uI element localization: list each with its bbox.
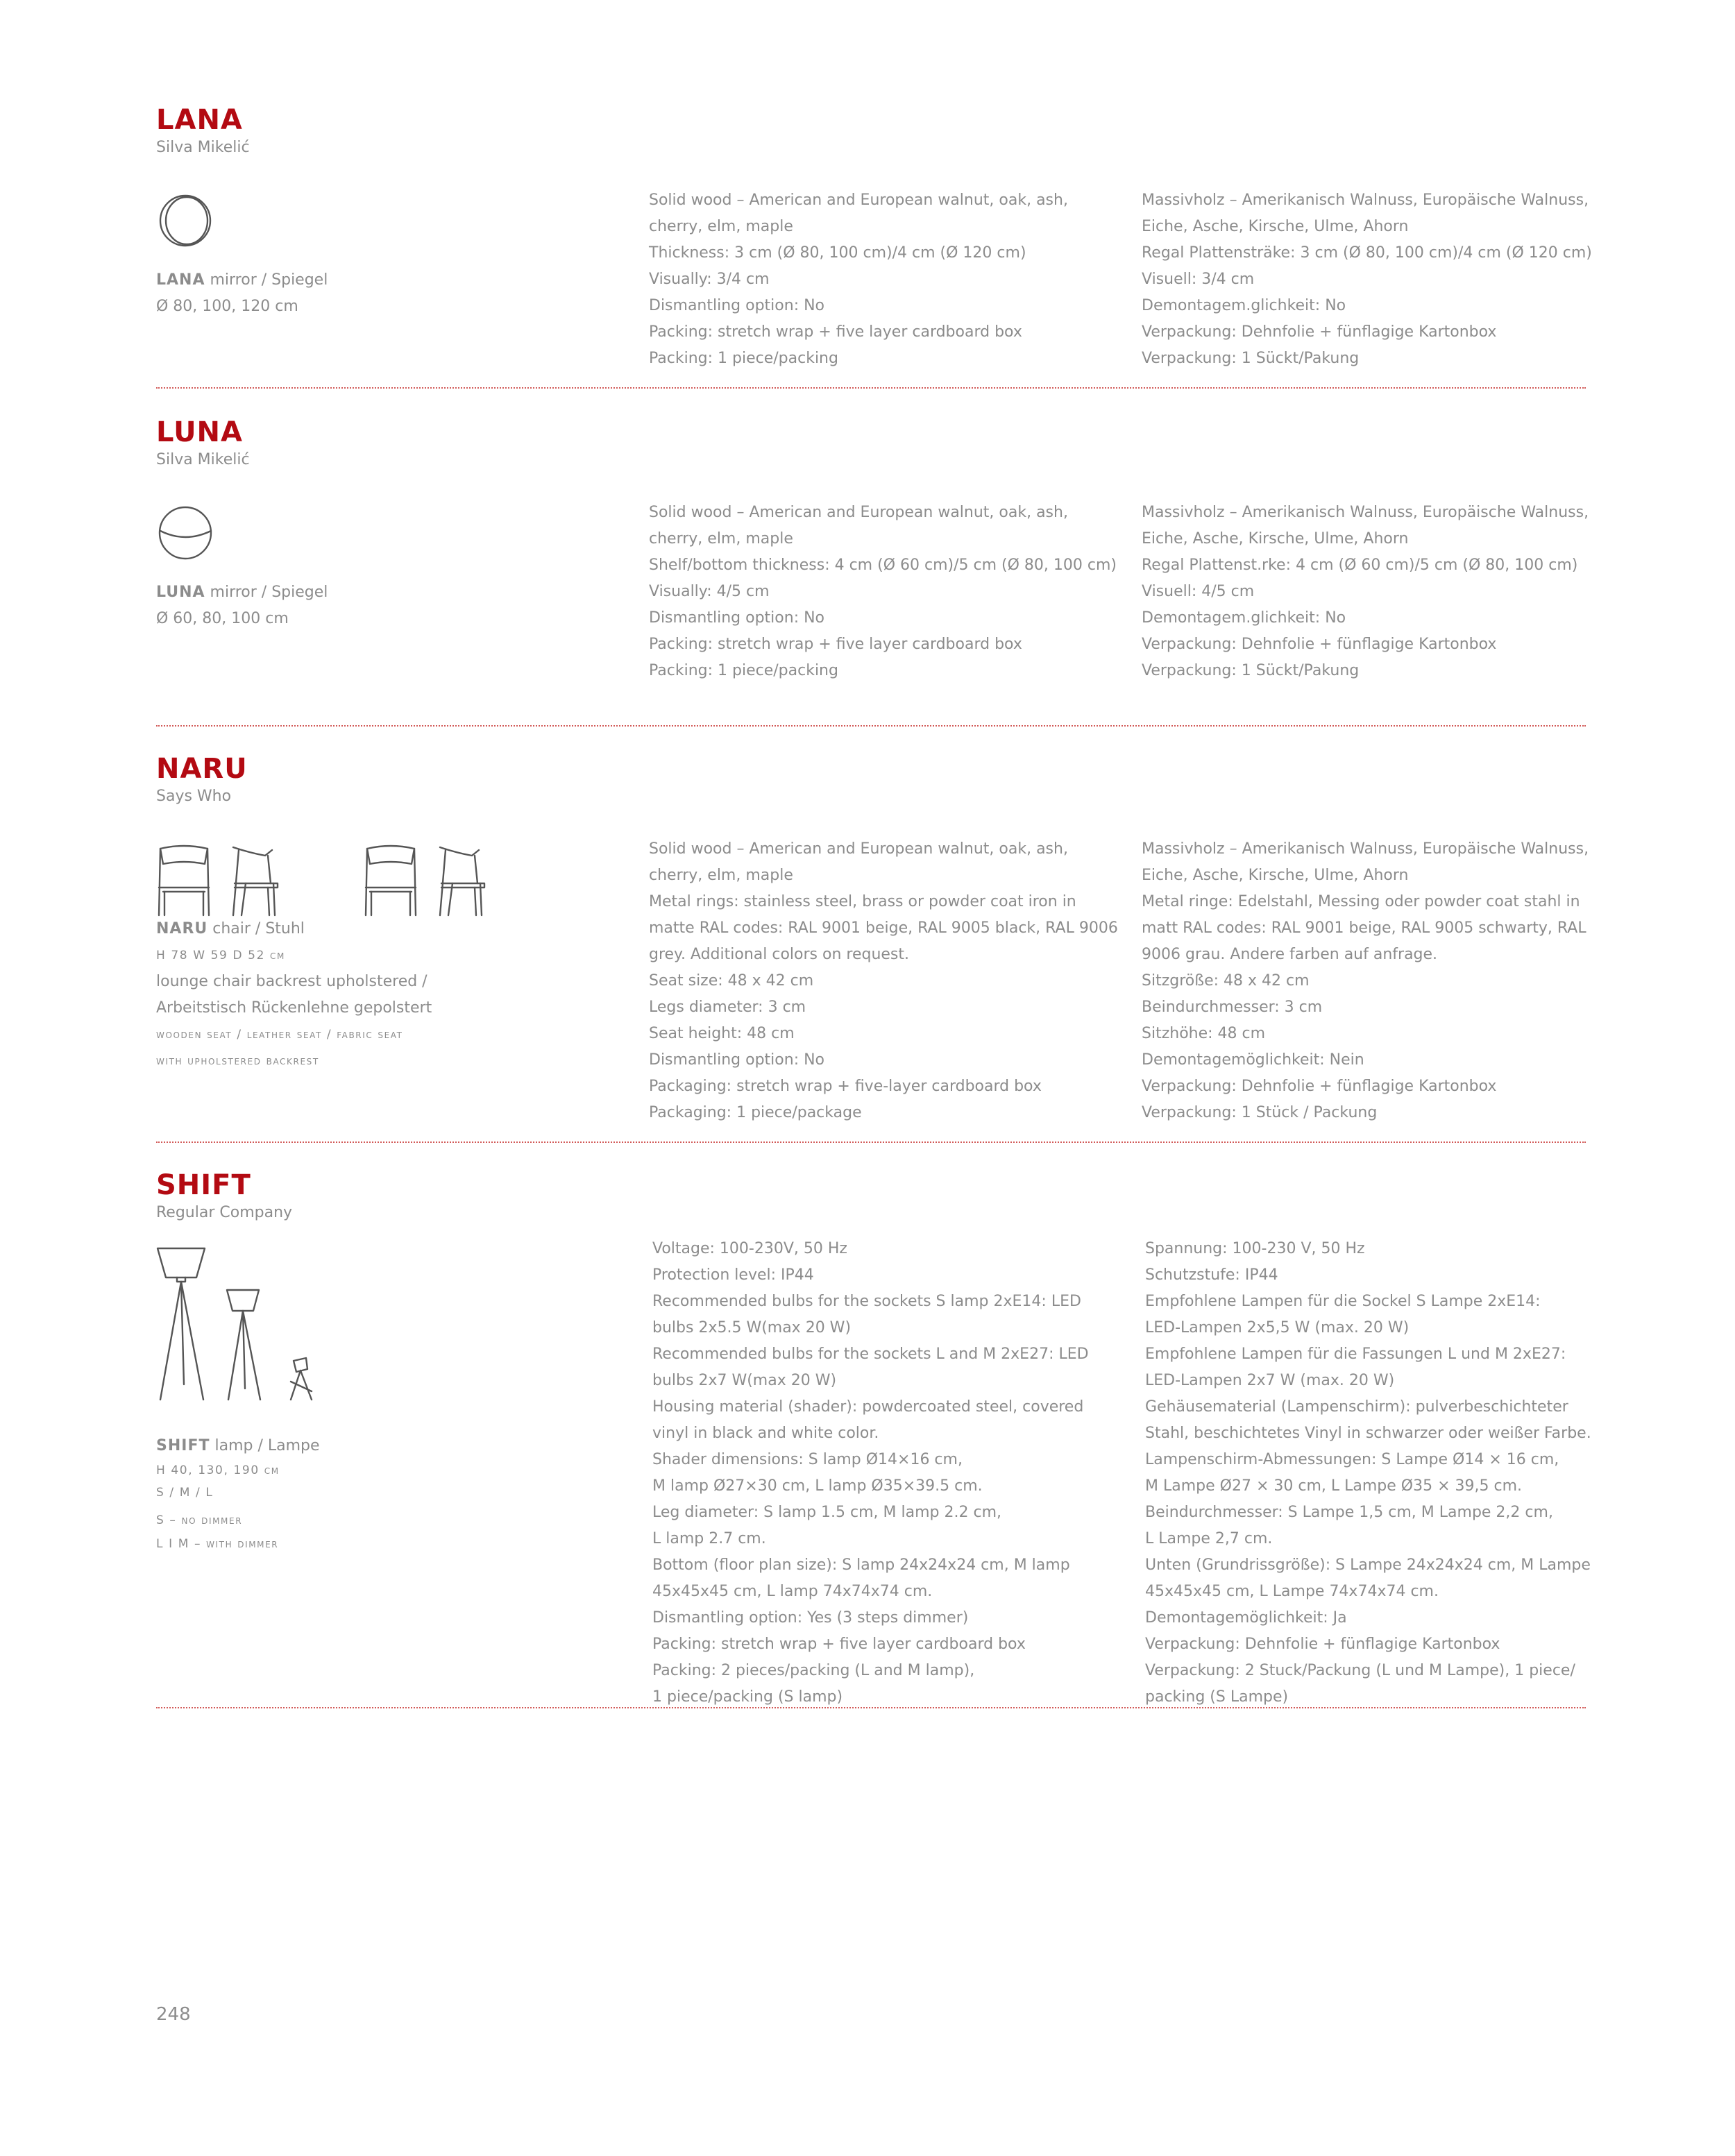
- spec-line: Visuell: 4/5 cm: [1142, 583, 1255, 600]
- spec-line: Stahl, beschichtetes Vinyl in schwarzer oder weißer Farbe.: [1145, 1425, 1591, 1442]
- spec-line: Verpackung: 1 Sückt/Pakung: [1142, 350, 1360, 367]
- chair-front-icon: [366, 846, 416, 915]
- spec-line: LED-Lampen 2x5,5 W (max. 20 W): [1145, 1319, 1410, 1336]
- spec-line: Eiche, Asche, Kirsche, Ulme, Ahorn: [1142, 867, 1409, 884]
- product-title: LANA: [156, 104, 243, 136]
- spec-english: [649, 187, 1068, 372]
- product-icons: [156, 1246, 337, 1405]
- designer-name: Regular Company: [156, 1204, 293, 1221]
- spec-line: Gehäusematerial (Lampenschirm): pulverbeschichteter: [1145, 1398, 1568, 1416]
- section-divider: [156, 1707, 1586, 1708]
- spec-line: Packaging: stretch wrap + five-layer cardboard box: [649, 1078, 1042, 1095]
- spec-line: Demontagem.glichkeit: No: [1142, 297, 1346, 314]
- spec-line: Packing: stretch wrap + five layer cardboard box: [649, 323, 1022, 341]
- spec-line: Unten (Grundrissgröße): S Lampe 24x24x24 cm, M Lampe: [1145, 1556, 1591, 1574]
- backrest-option: with upholstered backrest: [156, 1054, 319, 1068]
- spec-line: Shelf/bottom thickness: 4 cm (Ø 60 cm)/5 cm (Ø 80, 100 cm): [649, 557, 1117, 574]
- spec-line: Verpackung: 1 Stück / Packung: [1142, 1104, 1378, 1121]
- spec-line: Demontagemöglichkeit: Ja: [1145, 1609, 1347, 1627]
- spec-line: Protection level: IP44: [652, 1266, 814, 1284]
- spec-line: Packing: 1 piece/packing: [649, 662, 838, 679]
- chair-front-icon: [159, 846, 209, 915]
- product-code: NARU: [156, 920, 208, 937]
- spec-line: cherry, elm, maple: [649, 867, 793, 884]
- spec-line: L lamp 2.7 cm.: [652, 1530, 766, 1547]
- spec-line: Dismantling option: No: [649, 297, 825, 314]
- spec-english: [652, 1236, 1089, 1711]
- spec-line: Dismantling option: No: [649, 1051, 825, 1069]
- spec-line: Recommended bulbs for the sockets L and M 2xE27: LED: [652, 1346, 1089, 1363]
- spec-line: Solid wood – American and European walnut, oak, ash,: [649, 504, 1068, 521]
- spec-line: Empfohlene Lampen für die Fassungen L und M 2xE27:: [1145, 1346, 1566, 1363]
- product-icons: [156, 843, 503, 919]
- spec-line: Empfohlene Lampen für die Sockel S Lampe 2xE14:: [1145, 1293, 1541, 1310]
- half-sphere-mirror-icon: [156, 503, 219, 566]
- product-dimensions: H 40, 130, 190 cm: [156, 1463, 280, 1477]
- spec-line: Spannung: 100-230 V, 50 Hz: [1145, 1240, 1365, 1257]
- spec-line: Verpackung: 2 Stuck/Packung (L und M Lampe), 1 piece/: [1145, 1662, 1575, 1679]
- spec-line: vinyl in black and white color.: [652, 1425, 879, 1442]
- round-mirror-icon: [156, 191, 219, 253]
- spec-line: Dismantling option: Yes (3 steps dimmer): [652, 1609, 969, 1627]
- spec-german: [1142, 836, 1589, 1126]
- spec-line: Packing: stretch wrap + five layer cardboard box: [652, 1636, 1026, 1653]
- spec-line: Regal Plattensträke: 3 cm (Ø 80, 100 cm)/4 cm (Ø 120 cm): [1142, 244, 1592, 262]
- spec-line: Recommended bulbs for the sockets S lamp 2xE14: LED: [652, 1293, 1081, 1310]
- spec-line: Massivholz – Amerikanisch Walnuss, Europäische Walnuss,: [1142, 192, 1589, 209]
- spec-line: Verpackung: Dehnfolie + fünflagige Kartonbox: [1145, 1636, 1500, 1653]
- product-info: [156, 267, 328, 320]
- spec-line: 45x45x45 cm, L Lampe 74x74x74 cm.: [1145, 1583, 1439, 1600]
- spec-german: [1145, 1236, 1591, 1711]
- seat-options: wooden seat / leather seat / fabric seat: [156, 1028, 403, 1042]
- product-dimensions: H 78 W 59 D 52 cm: [156, 949, 285, 962]
- spec-line: Demontagemöglichkeit: Nein: [1142, 1051, 1364, 1069]
- spec-line: Verpackung: 1 Sückt/Pakung: [1142, 662, 1360, 679]
- spec-german: [1142, 187, 1592, 372]
- spec-line: Voltage: 100-230V, 50 Hz: [652, 1240, 847, 1257]
- lamp-icons: [156, 1246, 337, 1405]
- spec-line: Solid wood – American and European walnut, oak, ash,: [649, 840, 1068, 858]
- product-code: LUNA: [156, 584, 205, 601]
- spec-line: grey. Additional colors on request.: [649, 946, 910, 963]
- spec-line: Sitzhöhe: 48 cm: [1142, 1025, 1266, 1042]
- spec-line: Massivholz – Amerikanisch Walnuss, Europäische Walnuss,: [1142, 504, 1589, 521]
- product-sizes: Ø 60, 80, 100 cm: [156, 610, 289, 627]
- spec-line: Schutzstufe: IP44: [1145, 1266, 1278, 1284]
- spec-line: 45x45x45 cm, L lamp 74x74x74 cm.: [652, 1583, 933, 1600]
- spec-line: Visually: 4/5 cm: [649, 583, 770, 600]
- product-info: [156, 579, 328, 632]
- spec-english: [649, 836, 1118, 1126]
- product-type: lamp / Lampe: [210, 1437, 320, 1454]
- spec-line: Beindurchmesser: 3 cm: [1142, 999, 1323, 1016]
- spec-line: Demontagem.glichkeit: No: [1142, 609, 1346, 627]
- product-icons: [156, 191, 219, 253]
- spec-line: cherry, elm, maple: [649, 218, 793, 235]
- chair-side-icon: [440, 847, 484, 915]
- product-type: mirror / Spiegel: [205, 584, 328, 601]
- designer-name: Silva Mikelić: [156, 139, 250, 156]
- spec-line: cherry, elm, maple: [649, 530, 793, 548]
- product-code: SHIFT: [156, 1437, 210, 1454]
- spec-line: Visuell: 3/4 cm: [1142, 271, 1255, 288]
- spec-line: Packing: 1 piece/packing: [649, 350, 838, 367]
- product-icons: [156, 503, 219, 566]
- spec-line: Packing: 2 pieces/packing (L and M lamp),: [652, 1662, 975, 1679]
- floor-lamp-small-icon: [291, 1358, 312, 1400]
- spec-line: Verpackung: Dehnfolie + fünflagige Kartonbox: [1142, 636, 1497, 653]
- section-divider: [156, 725, 1586, 727]
- floor-lamp-large-icon: [158, 1248, 205, 1400]
- spec-line: Massivholz – Amerikanisch Walnuss, Europäische Walnuss,: [1142, 840, 1589, 858]
- product-type: chair / Stuhl: [208, 920, 305, 937]
- section-divider: [156, 387, 1586, 389]
- spec-line: Bottom (floor plan size): S lamp 24x24x24 cm, M lamp: [652, 1556, 1070, 1574]
- floor-lamp-medium-icon: [227, 1290, 260, 1400]
- product-note-2: Arbeitstisch Rückenlehne gepolstert: [156, 999, 432, 1017]
- product-code: LANA: [156, 271, 205, 289]
- size-variants: S / M / L: [156, 1486, 214, 1500]
- page-number: 248: [156, 2004, 191, 2025]
- spec-line: Verpackung: Dehnfolie + fünflagige Kartonbox: [1142, 323, 1497, 341]
- product-info: [156, 916, 432, 1074]
- chair-icons: [156, 843, 503, 919]
- spec-line: Lampenschirm-Abmessungen: S Lampe Ø14 × 16 cm,: [1145, 1451, 1559, 1468]
- product-sizes: Ø 80, 100, 120 cm: [156, 298, 298, 315]
- product-title: SHIFT: [156, 1169, 251, 1201]
- spec-line: Eiche, Asche, Kirsche, Ulme, Ahorn: [1142, 530, 1409, 548]
- spec-line: Metal rings: stainless steel, brass or powder coat iron in: [649, 893, 1076, 910]
- product-title: LUNA: [156, 416, 243, 448]
- spec-line: M Lampe Ø27 × 30 cm, L Lampe Ø35 × 39,5 cm.: [1145, 1477, 1523, 1495]
- spec-line: Eiche, Asche, Kirsche, Ulme, Ahorn: [1142, 218, 1409, 235]
- spec-english: [649, 500, 1117, 684]
- product-type: mirror / Spiegel: [205, 271, 328, 289]
- spec-line: Metal ringe: Edelstahl, Messing oder powder coat stahl in: [1142, 893, 1580, 910]
- spec-line: Beindurchmesser: S Lampe 1,5 cm, M Lampe 2,2 cm,: [1145, 1504, 1553, 1521]
- spec-german: [1142, 500, 1589, 684]
- spec-line: Leg diameter: S lamp 1.5 cm, M lamp 2.2 cm,: [652, 1504, 1002, 1521]
- spec-line: Seat size: 48 x 42 cm: [649, 972, 814, 990]
- spec-line: matt RAL codes: RAL 9001 beige, RAL 9005 schwarty, RAL: [1142, 919, 1586, 937]
- spec-line: Verpackung: Dehnfolie + fünflagige Kartonbox: [1142, 1078, 1497, 1095]
- section-divider: [156, 1141, 1586, 1143]
- spec-line: Dismantling option: No: [649, 609, 825, 627]
- spec-line: Solid wood – American and European walnut, oak, ash,: [649, 192, 1068, 209]
- spec-line: Regal Plattenst.rke: 4 cm (Ø 60 cm)/5 cm (Ø 80, 100 cm): [1142, 557, 1578, 574]
- spec-line: Thickness: 3 cm (Ø 80, 100 cm)/4 cm (Ø 120 cm): [649, 244, 1026, 262]
- spec-line: matte RAL codes: RAL 9001 beige, RAL 9005 black, RAL 9006: [649, 919, 1118, 937]
- spec-line: Packing: stretch wrap + five layer cardboard box: [649, 636, 1022, 653]
- spec-line: LED-Lampen 2x7 W (max. 20 W): [1145, 1372, 1395, 1389]
- spec-line: Sitzgröße: 48 x 42 cm: [1142, 972, 1310, 990]
- spec-line: packing (S Lampe): [1145, 1688, 1289, 1706]
- spec-line: Packaging: 1 piece/package: [649, 1104, 862, 1121]
- dimmer-option-2: L I M – with dimmer: [156, 1537, 279, 1551]
- designer-name: Silva Mikelić: [156, 451, 250, 468]
- chair-side-icon: [233, 847, 278, 915]
- designer-name: Says Who: [156, 788, 232, 805]
- product-note-1: lounge chair backrest upholstered /: [156, 973, 428, 990]
- spec-line: bulbs 2x7 W(max 20 W): [652, 1372, 837, 1389]
- spec-line: Housing material (shader): powdercoated steel, covered: [652, 1398, 1084, 1416]
- product-info: [156, 1433, 320, 1555]
- spec-line: Seat height: 48 cm: [649, 1025, 795, 1042]
- product-title: NARU: [156, 753, 248, 785]
- spec-line: Shader dimensions: S lamp Ø14×16 cm,: [652, 1451, 963, 1468]
- dimmer-option-1: S – no dimmer: [156, 1513, 243, 1527]
- spec-line: Visually: 3/4 cm: [649, 271, 770, 288]
- spec-line: M lamp Ø27×30 cm, L lamp Ø35×39.5 cm.: [652, 1477, 983, 1495]
- spec-line: L Lampe 2,7 cm.: [1145, 1530, 1273, 1547]
- spec-line: bulbs 2x5.5 W(max 20 W): [652, 1319, 852, 1336]
- spec-line: Legs diameter: 3 cm: [649, 999, 806, 1016]
- spec-line: 9006 grau. Andere farben auf anfrage.: [1142, 946, 1438, 963]
- spec-line: 1 piece/packing (S lamp): [652, 1688, 843, 1706]
